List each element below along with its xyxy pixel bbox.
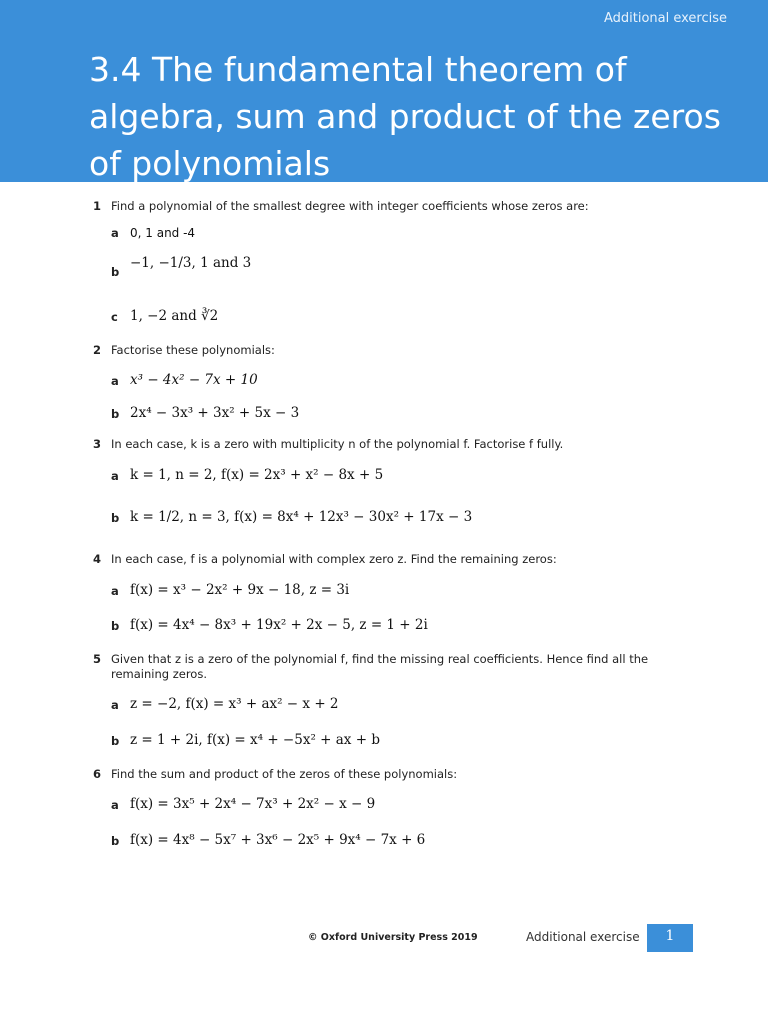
part-label: a	[111, 584, 119, 598]
part-expression: 0, 1 and -4	[130, 226, 196, 240]
section-tag: Additional exercise	[603, 11, 727, 26]
question-number: 2	[93, 343, 102, 357]
question-text: Factorise these polynomials:	[111, 343, 275, 357]
part-label: b	[111, 265, 120, 279]
part-expression: f(x) = 4x⁴ − 8x³ + 19x² + 2x − 5, z = 1 + 2i	[130, 617, 428, 633]
question-text: Find a polynomial of the smallest degree with integer coefficients whose zeros are:	[111, 199, 589, 213]
part-label: b	[111, 619, 120, 633]
part-label: a	[111, 374, 119, 388]
question-text: Find the sum and product of the zeros of these polynomials:	[111, 767, 458, 781]
part-label: a	[111, 798, 119, 812]
question-number: 4	[93, 552, 102, 566]
page-number: 1	[647, 924, 693, 952]
part-expression: x³ − 4x² − 7x + 10	[130, 372, 258, 388]
part-expression: f(x) = x³ − 2x² + 9x − 18, z = 3i	[130, 582, 350, 598]
question-text: In each case, f is a polynomial with complex zero z. Find the remaining zeros:	[111, 552, 557, 566]
question-number: 5	[93, 652, 102, 666]
part-expression: z = −2, f(x) = x³ + ax² − x + 2	[130, 696, 339, 712]
part-expression: f(x) = 3x⁵ + 2x⁴ − 7x³ + 2x² − x − 9	[130, 796, 376, 812]
question-number: 1	[93, 199, 102, 213]
part-label: b	[111, 511, 120, 525]
part-expression: 1, −2 and ∛2	[130, 308, 219, 324]
part-expression: −1, −1/3, 1 and 3	[130, 255, 252, 271]
question-text: Given that z is a zero of the polynomial f, find the missing real coefficients. Hence find all the remaining zeros.	[111, 652, 649, 681]
part-label: c	[111, 310, 118, 324]
question-text: In each case, k is a zero with multiplicity n of the polynomial f. Factorise f fully.	[111, 437, 564, 451]
part-label: a	[111, 698, 119, 712]
part-expression: k = 1, n = 2, f(x) = 2x³ + x² − 8x + 5	[130, 467, 384, 483]
part-label: b	[111, 734, 120, 748]
part-label: a	[111, 469, 119, 483]
copyright-notice: © Oxford University Press 2019	[308, 932, 478, 943]
question-number: 3	[93, 437, 102, 451]
part-expression: k = 1/2, n = 3, f(x) = 8x⁴ + 12x³ − 30x² + 17x − 3	[130, 509, 473, 525]
question-number: 6	[93, 767, 102, 781]
part-label: a	[111, 226, 119, 240]
part-expression: 2x⁴ − 3x³ + 3x² + 5x − 3	[130, 405, 300, 421]
part-expression: z = 1 + 2i, f(x) = x⁴ + −5x² + ax + b	[130, 732, 380, 748]
footer-label: Additional exercise	[526, 930, 640, 944]
header-banner	[0, 0, 768, 182]
page-title: 3.4 The fundamental theorem of algebra, sum and product of the zeros of polynomials	[89, 50, 721, 183]
part-label: b	[111, 407, 120, 421]
part-label: b	[111, 834, 120, 848]
part-expression: f(x) = 4x⁸ − 5x⁷ + 3x⁶ − 2x⁵ + 9x⁴ − 7x + 6	[130, 832, 426, 848]
